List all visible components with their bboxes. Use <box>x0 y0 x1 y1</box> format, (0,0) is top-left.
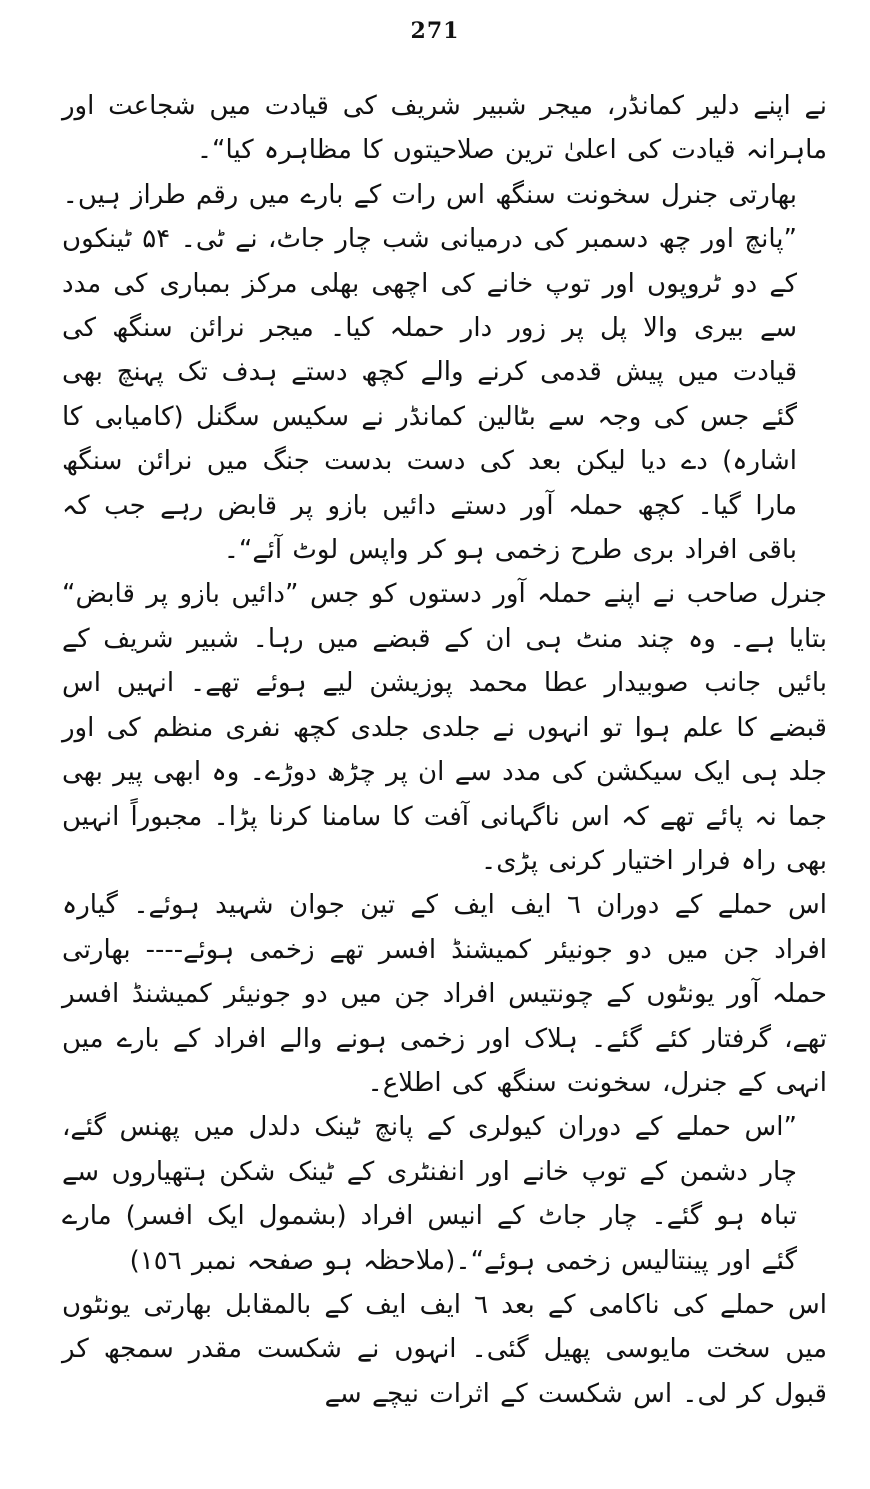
paragraph-1: نے اپنے دلیر کمانڈر، میجر شبیر شریف کی قیادت میں شجاعت اور ماہرانہ قیادت کی اعلیٰ ترین صلاحیتوں کا مظاہرہ کیا“۔ <box>62 91 827 166</box>
quoted-paragraph-6: ”اس حملے کے دوران کیولری کے پانچ ٹینک دلدل میں پھنس گئے، چار دشمن کے توپ خانے اور انفنٹری کے ٹینک شکن ہتھیاروں سے تباہ ہو گئے۔ چار جاٹ کے انیس افراد (بشمول ایک افسر) مارے گئے اور پینتالیس زخمی ہوئے“۔(ملاحظہ ہو صفحہ نمبر ١٥٦) <box>62 1112 797 1276</box>
paragraph-7: اس حملے کی ناکامی کے بعد ٦ ایف ایف کے بالمقابل بھارتی یونٹوں میں سخت مایوسی پھیل گئی۔ انہوں نے شکست مقدر سمجھ کر قبول کر لی۔ اس شکست کے اثرات نیچے سے <box>62 1289 827 1409</box>
page-number: 271 <box>410 18 460 44</box>
paragraph-5: اس حملے کے دوران ٦ ایف ایف کے تین جوان شہید ہوئے۔ گیارہ افراد جن میں دو جونیئر کمیشنڈ افسر تھے زخمی ہوئے---- بھارتی حملہ آور یونٹوں کے چونتیس افراد جن میں دو جونیئر کمیشنڈ افسر تھے، گرفتار کئے گئے۔ ہلاک اور زخمی ہونے والے افراد کے بارے میں انہی کے جنرل، سخونت سنگھ کی اطلاع۔ <box>62 890 827 1098</box>
paragraph-2: بھارتی جنرل سخونت سنگھ اس رات کے بارے میں رقم طراز ہیں۔ <box>62 179 797 210</box>
body-text <box>62 84 827 1416</box>
paragraph-4: جنرل صاحب نے اپنے حملہ آور دستوں کو جس ”دائیں بازو پر قابض“ بتایا ہے۔ وہ چند منٹ ہی ان کے قبضے میں رہا۔ شبیر شریف کے بائیں جانب صوبیدار عطا محمد پوزیشن لیے ہوئے تھے۔ انہیں اس قبضے کا علم ہوا تو انہوں نے جلدی جلدی کچھ نفری منظم کی اور جلد ہی ایک سیکشن کی مدد سے ان پر چڑھ دوڑے۔ وہ ابھی پیر بھی جما نہ پائے تھے کہ اس ناگہانی آفت کا سامنا کرنا پڑا۔ مجبوراً انہیں بھی راہ فرار اختیار کرنی پڑی۔ <box>62 579 827 876</box>
quoted-paragraph-3: ”پانچ اور چھ دسمبر کی درمیانی شب چار جاٹ، نے ٹی۔ ۵۴ ٹینکوں کے دو ٹروپوں اور توپ خانے کی اچھی بھلی مرکز بمباری کی مدد سے بیری والا پل پر زور دار حملہ کیا۔ میجر نرائن سنگھ کی قیادت میں پیش قدمی کرنے والے کچھ دستے ہدف تک پہنچ بھی گئے جس کی وجہ سے بٹالین کمانڈر نے سکیس سگنل (کامیابی کا اشارہ) دے دیا لیکن بعد کی دست بدست جنگ میں نرائن سنگھ مارا گیا۔ کچھ حملہ آور دستے دائیں بازو پر قابض رہے جب کہ باقی افراد بری طرح زخمی ہو کر واپس لوٹ آئے“۔ <box>62 224 797 566</box>
